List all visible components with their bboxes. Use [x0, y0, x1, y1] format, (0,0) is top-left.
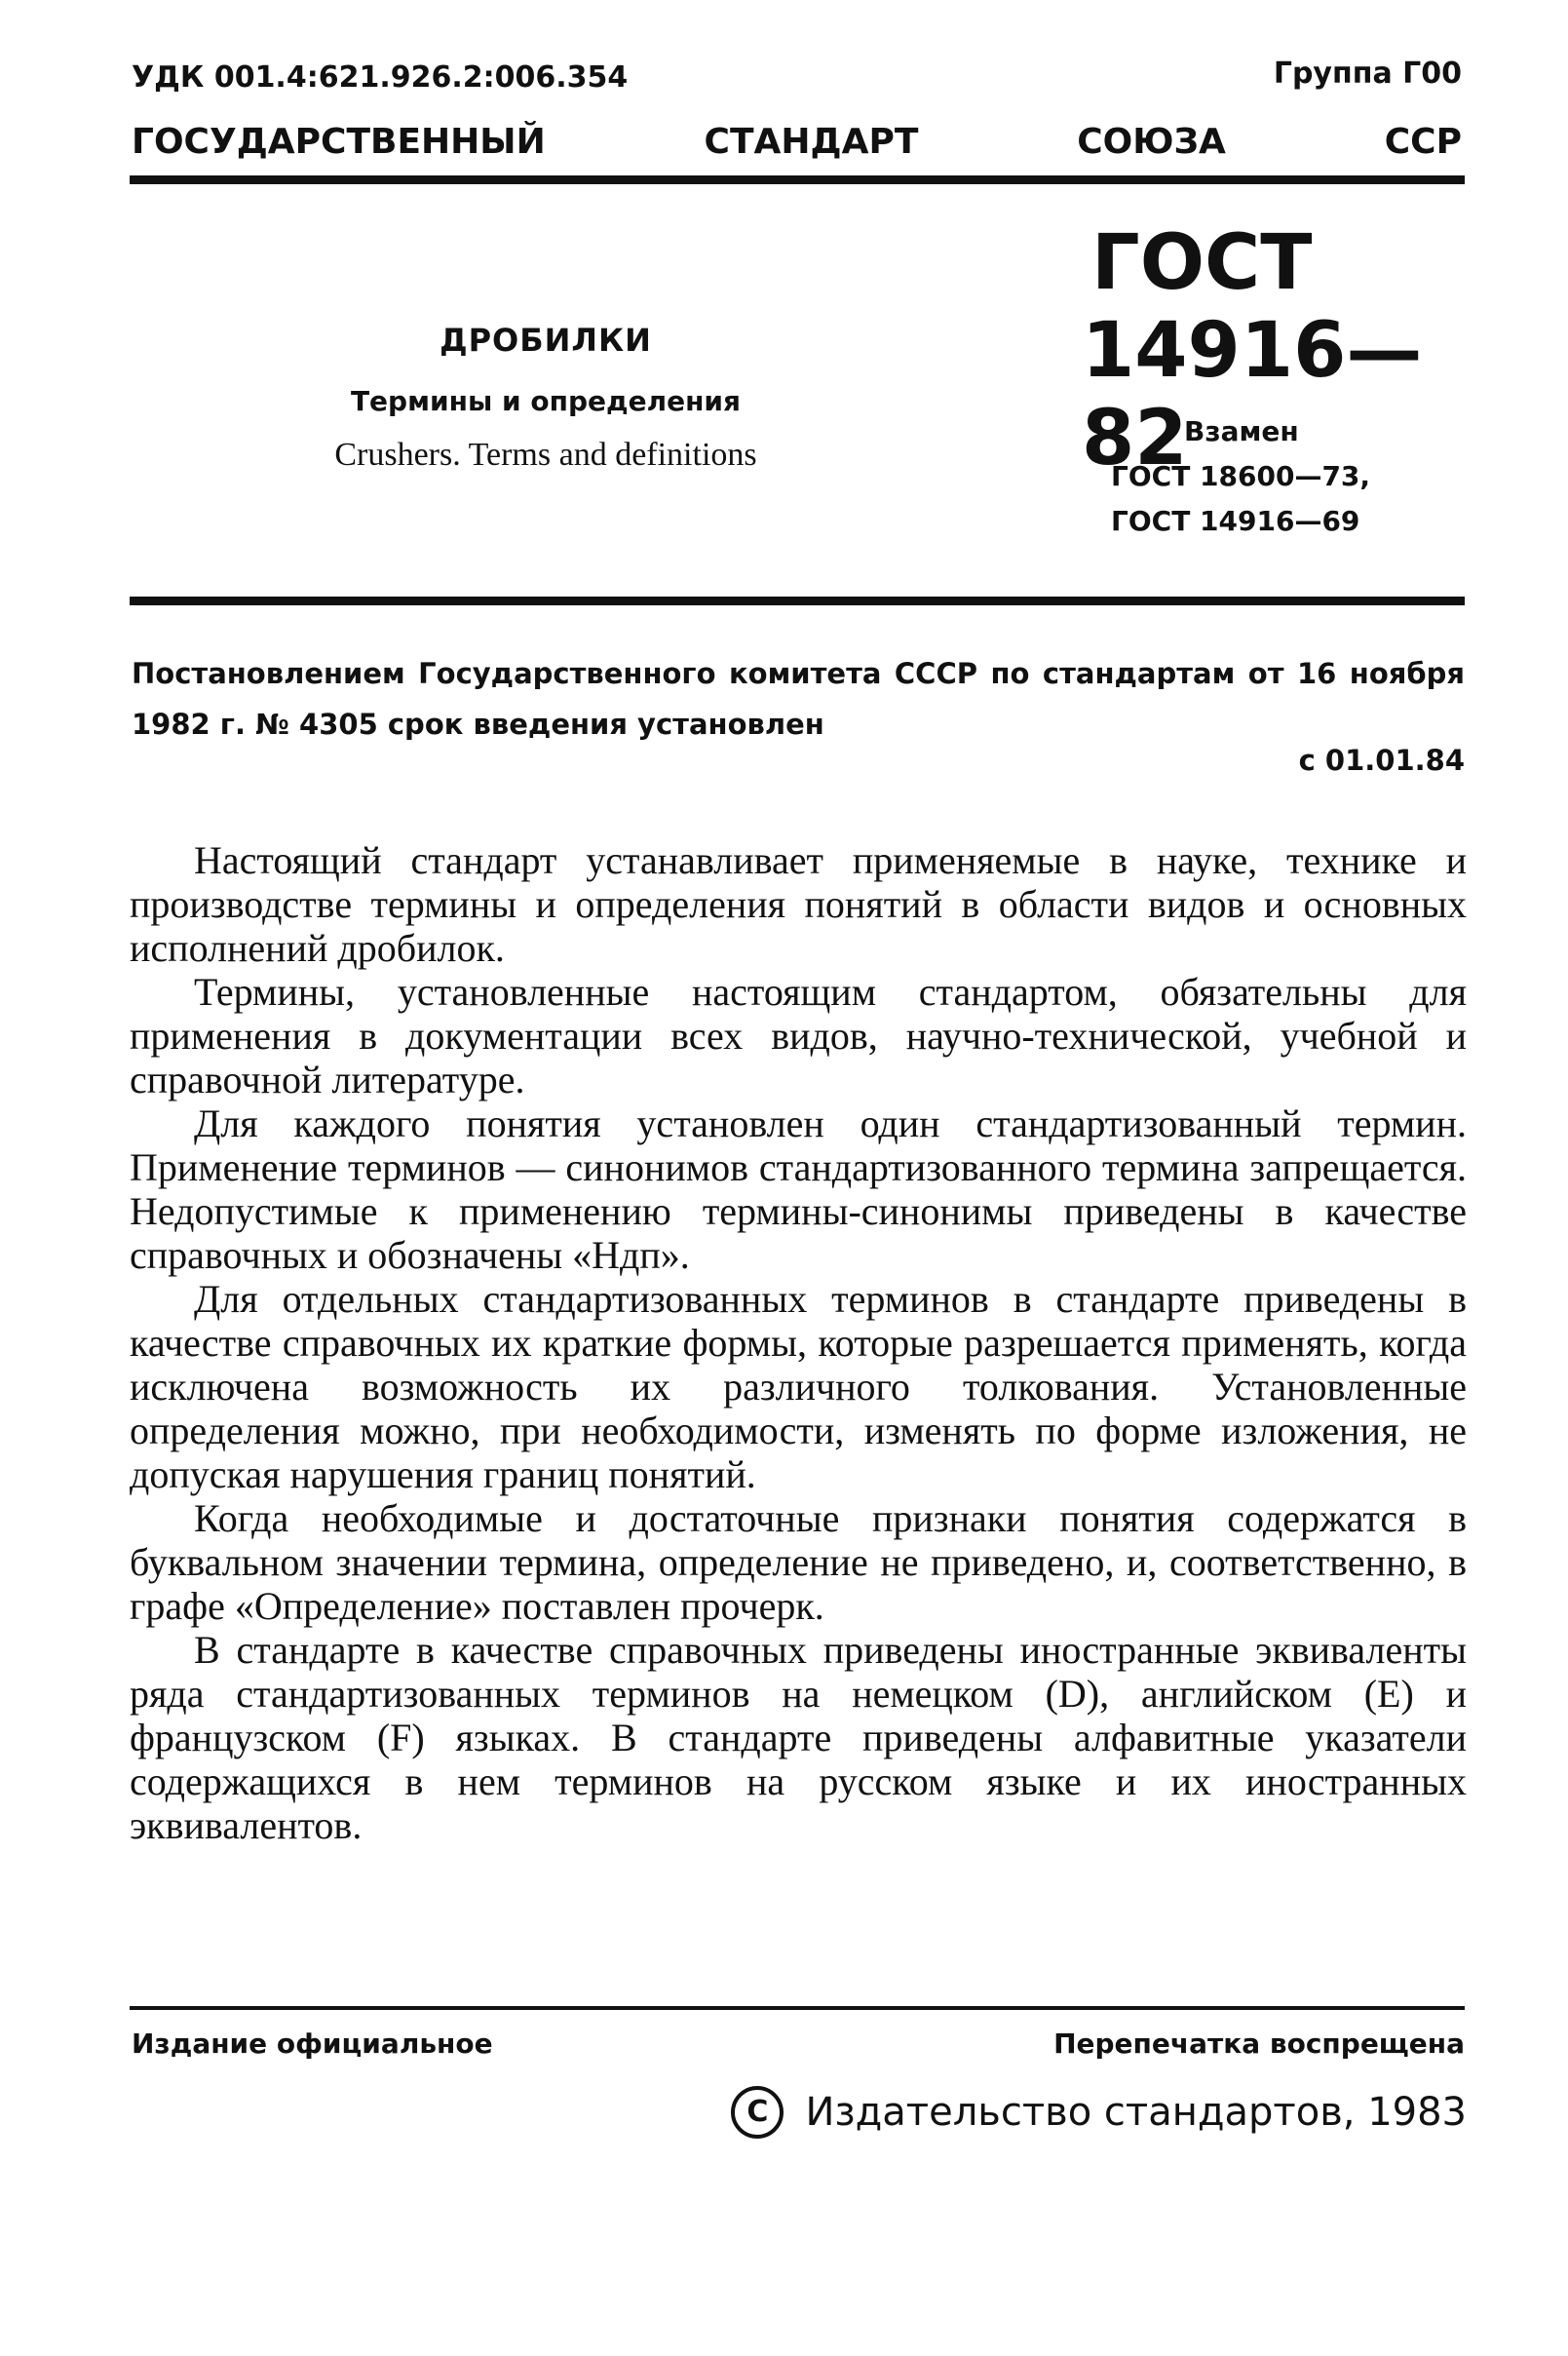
- state-word-3: СОЮЗА: [1077, 122, 1226, 162]
- header-rule: [130, 175, 1465, 184]
- gost-number: 14916—82: [1082, 307, 1423, 483]
- udc-code: УДК 001.4:621.926.2:006.354: [132, 60, 629, 95]
- paragraph: В стандарте в качестве справочных приведены иностранные эквиваленты ряда стандартизованных терминов на немецком (D), английском (E) и французском (F) языках. В стандарте приведены алфавитные указатели содержащихся в нем терминов на русском языке и их иностранных эквивалентов.: [130, 1628, 1467, 1847]
- copyright-line: [731, 2086, 1467, 2139]
- group-code: Группа Г00: [1273, 57, 1462, 91]
- reprint-prohibited: Перепечатка воспрещена: [1053, 2028, 1465, 2060]
- document-subtitle: Термины и определения: [350, 385, 742, 417]
- effective-date: с 01.01.84: [1298, 744, 1465, 777]
- state-standard-heading: [132, 122, 1462, 162]
- title-rule: [130, 597, 1465, 605]
- paragraph: Когда необходимые и достаточные признаки понятия содержатся в буквальном значении термина, определение не приведено, и, соответственно, в графе «Определение» поставлен прочерк.: [130, 1496, 1467, 1628]
- paragraph: Для каждого понятия установлен один стандартизованный термин. Применение терминов — синонимов стандартизованного термина запрещается. Недопустимые к применению термины-синонимы приведены в качестве справочных и обозначены «Ндп».: [130, 1101, 1467, 1277]
- replaces-block: [1111, 409, 1370, 544]
- state-word-2: СТАНДАРТ: [704, 122, 919, 162]
- state-word-1: ГОСУДАРСТВЕННЫЙ: [132, 122, 546, 162]
- paragraph: Термины, установленные настоящим стандартом, обязательны для применения в документации всех видов, научно-технической, учебной и справочной литературе.: [130, 970, 1467, 1101]
- paragraph: Для отдельных стандартизованных терминов в стандарте приведены в качестве справочных их краткие формы, которые разрешается применять, когда исключена возможность их различного толкования. Установленные определения можно, при необходимости, изменять по форме изложения, не допуская нарушения границ понятий.: [130, 1277, 1467, 1496]
- body-text: [130, 838, 1467, 1847]
- document-english-title: Crushers. Terms and definitions: [334, 437, 757, 473]
- decree-text: Постановлением Государственного комитета СССР по стандартам от 16 ноября 1982 г. № 4305 срок введения установлен: [132, 657, 1465, 741]
- gost-label: ГОСТ: [1091, 219, 1313, 307]
- document-title: ДРОБИЛКИ: [440, 322, 652, 359]
- footer-rule: [130, 2006, 1465, 2010]
- state-word-4: ССР: [1384, 122, 1462, 162]
- copyright-icon: C: [731, 2086, 784, 2139]
- replaced-standard: ГОСТ 18600—73,: [1111, 460, 1371, 492]
- publisher: Издательство стандартов, 1983: [805, 2090, 1467, 2135]
- replaced-standard: ГОСТ 14916—69: [1111, 505, 1360, 537]
- official-edition: Издание официальное: [132, 2028, 493, 2060]
- replaces-label: Взамен: [1184, 415, 1299, 447]
- paragraph: Настоящий стандарт устанавливает применяемые в науке, технике и производстве термины и определения понятий в области видов и основных исполнений дробилок.: [130, 838, 1467, 970]
